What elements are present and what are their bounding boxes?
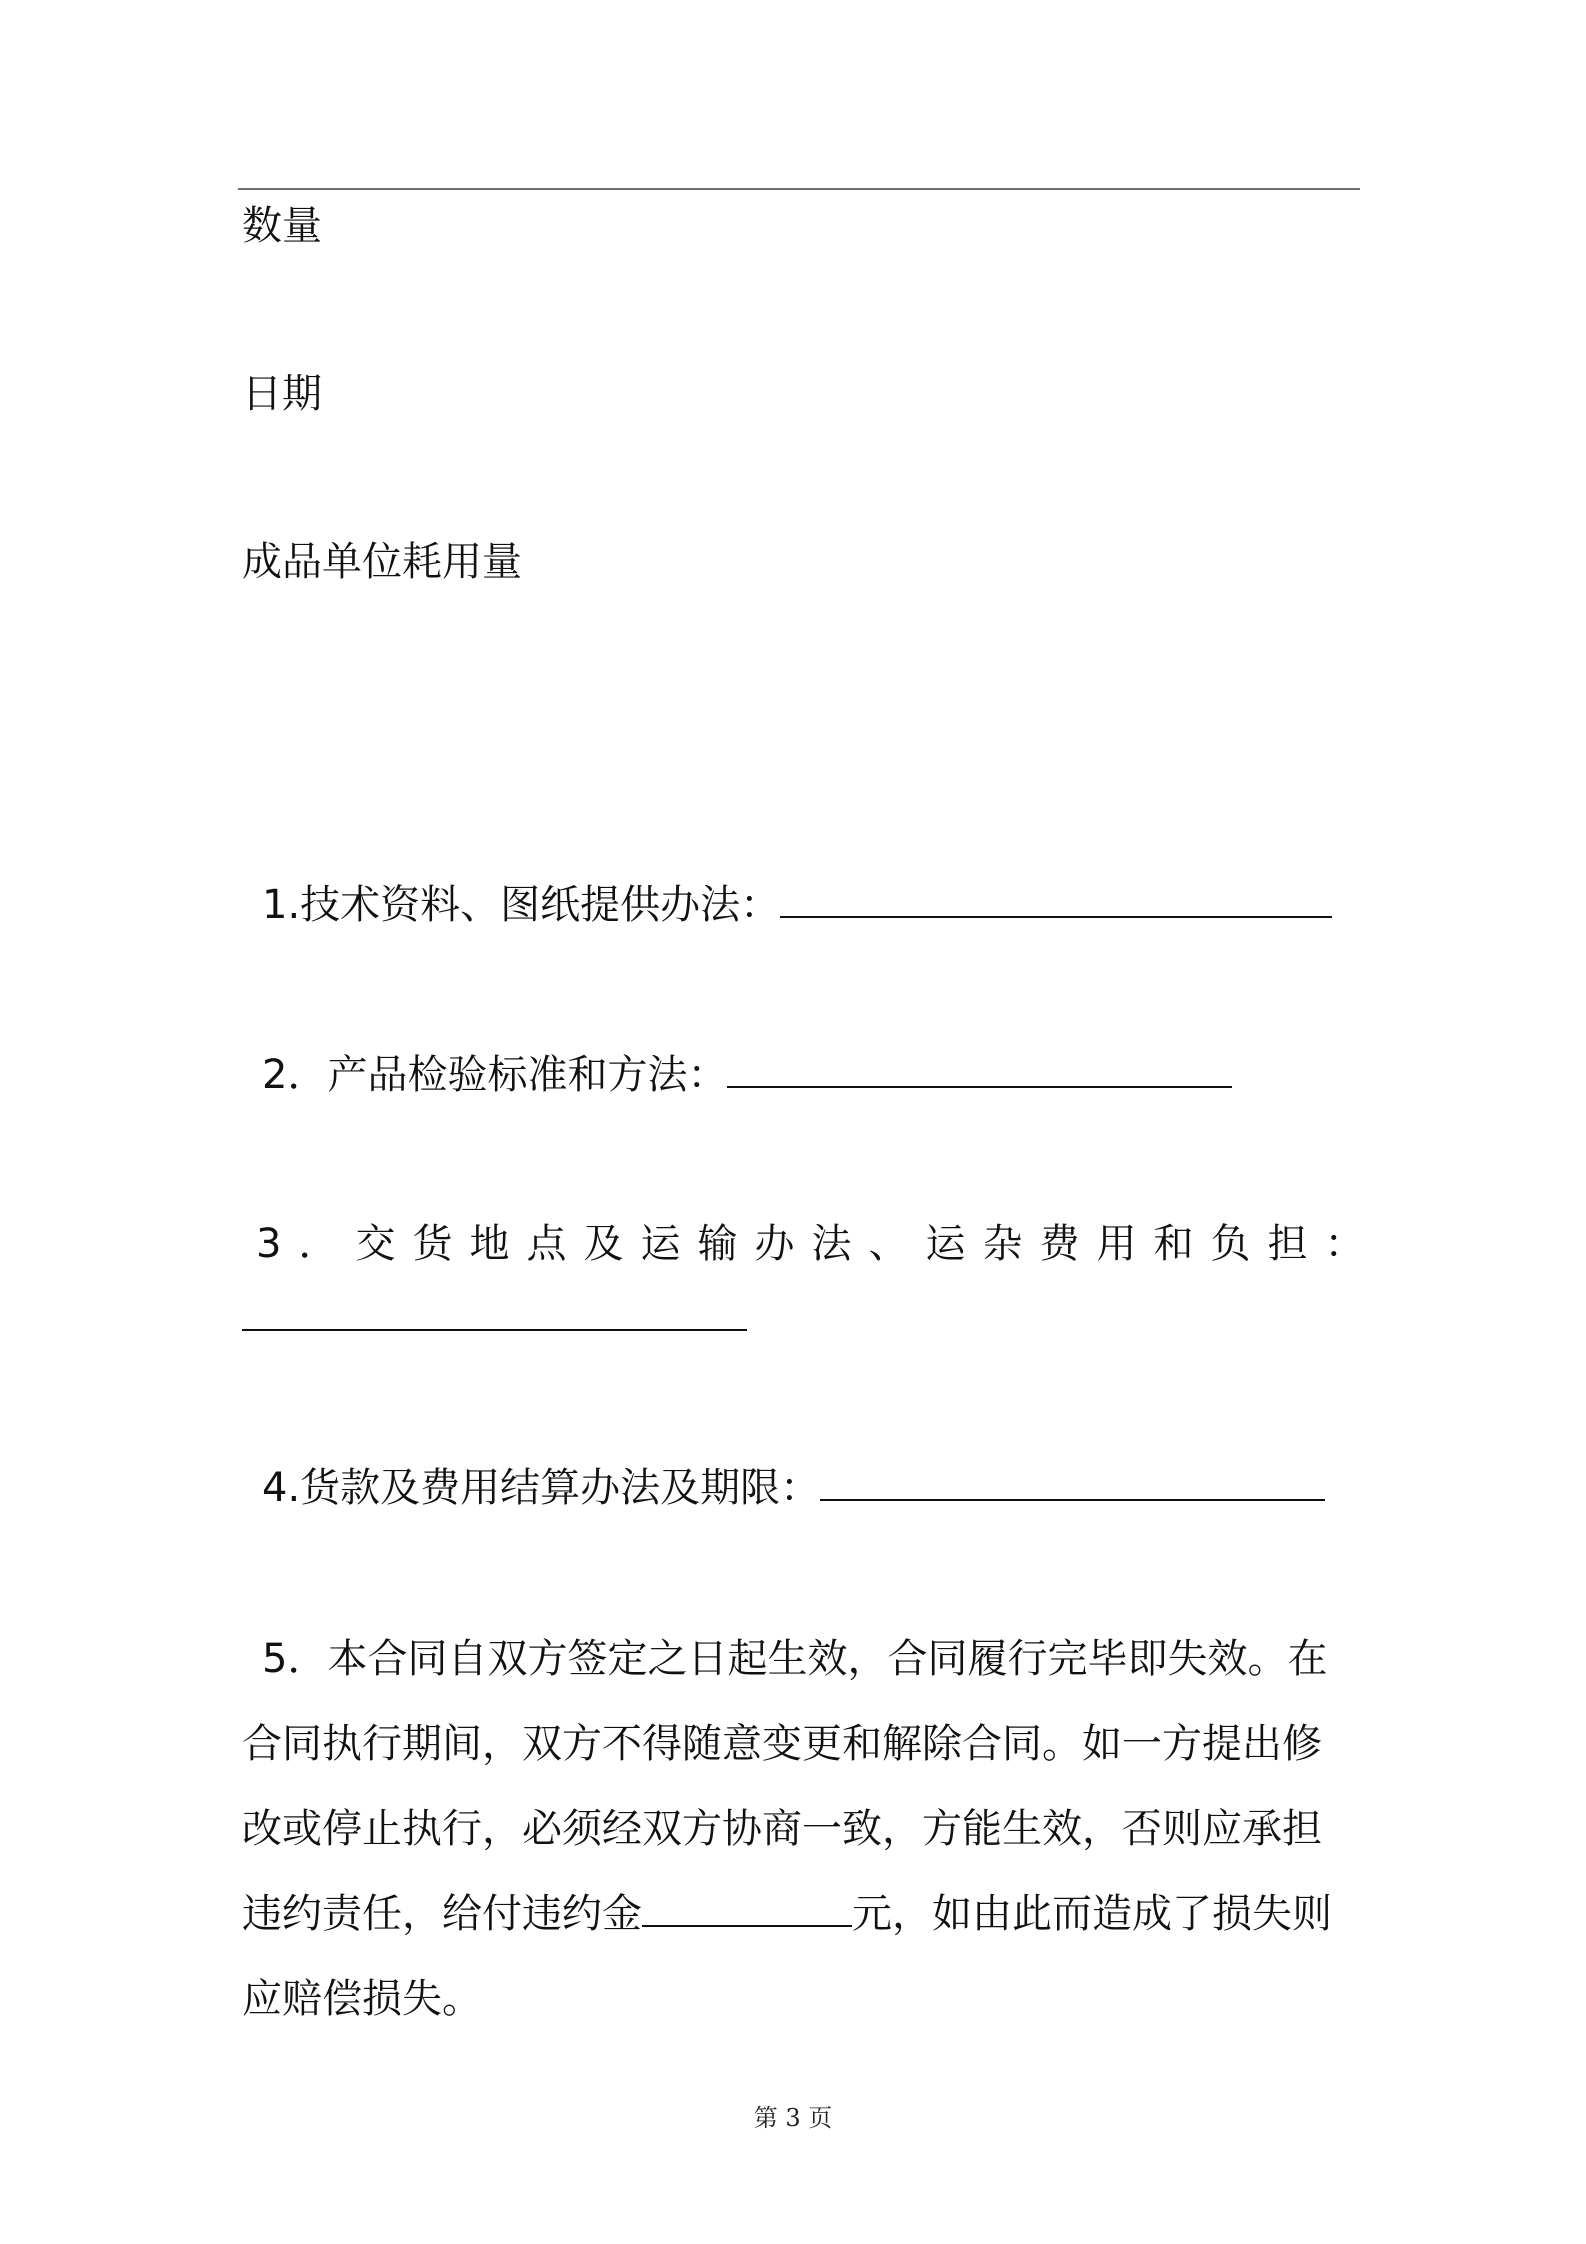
clause-5-text-a: 5．本合同自双方签定之日起生效，合同履行完毕即失效。在合同执行期间，双方不得随意变更和解除合同。如一方提出修改或停止执行，必须经双方协商一致，方能生效，否则应承担违约责任，给付违约金	[242, 1636, 1328, 1937]
clause-2	[242, 1047, 1356, 1103]
clause-4-text: 4.货款及费用结算办法及期限：	[262, 1465, 821, 1511]
clause-3	[242, 1216, 1382, 1272]
clause-1	[242, 877, 1356, 933]
clause-5	[242, 1617, 1356, 2042]
penalty-amount-blank[interactable]	[642, 1889, 852, 1927]
clause-2-text: 2．产品检验标准和方法：	[262, 1052, 728, 1098]
clause-2-blank[interactable]	[727, 1050, 1232, 1088]
header-rule	[238, 188, 1360, 190]
clause-3-blank-line	[242, 1290, 1356, 1346]
clause-5-text-b: 元，如由此而造成了损失则应赔偿损失。	[242, 1891, 1332, 2022]
clause-1-text: 1.技术资料、图纸提供办法：	[262, 882, 781, 928]
label-date: 日期	[242, 371, 322, 417]
label-unit-consumption: 成品单位耗用量	[242, 539, 522, 585]
clause-4	[242, 1460, 1356, 1516]
clause-1-blank[interactable]	[780, 880, 1332, 918]
label-quantity: 数量	[242, 203, 322, 249]
clause-3-blank[interactable]	[242, 1293, 747, 1331]
clause-4-blank[interactable]	[820, 1463, 1325, 1501]
page-number: 第 3 页	[753, 2104, 833, 2132]
clause-3-text: 3．交货地点及运输办法、运杂费用和负担：	[256, 1221, 1382, 1267]
